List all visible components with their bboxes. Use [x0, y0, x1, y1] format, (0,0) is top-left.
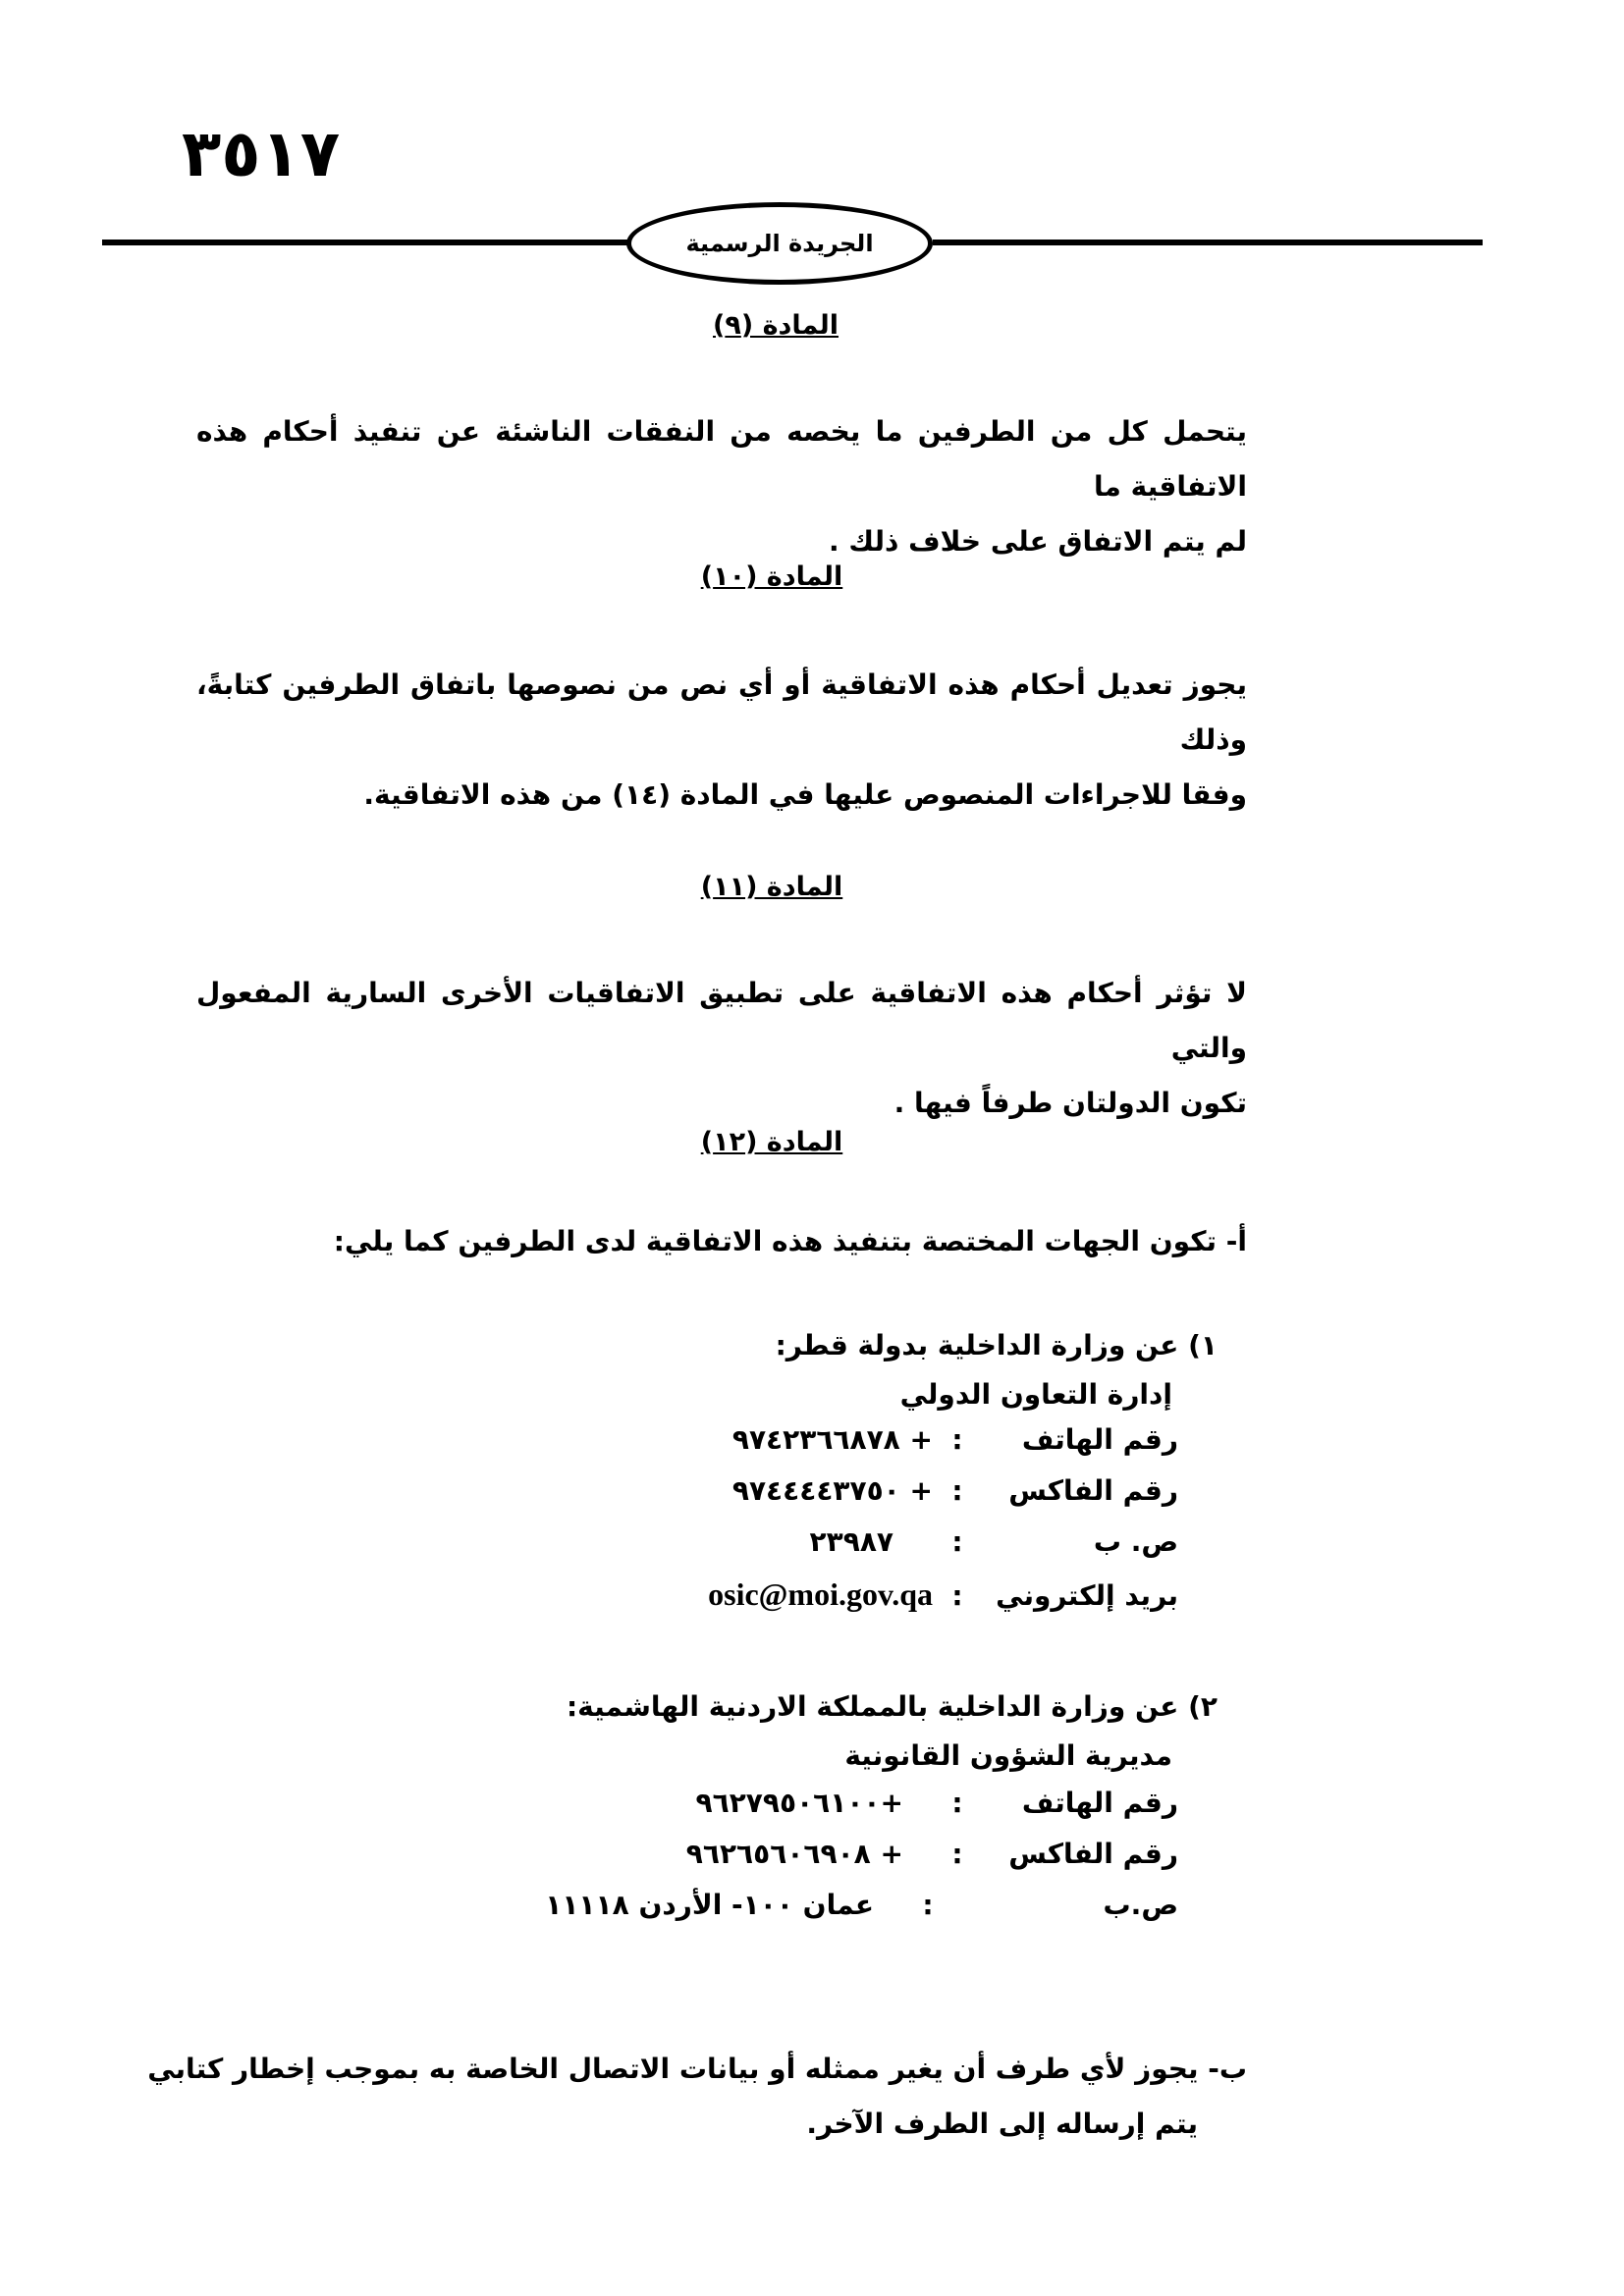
article-10-line-2: وفقا للاجراءات المنصوص عليها في المادة (١٤) من هذه الاتفاقية. [363, 778, 1247, 811]
contact-colon: : [951, 1474, 963, 1507]
article-9-line-1: يتحمل كل من الطرفين ما يخصه من النفقات الناشئة عن تنفيذ أحكام هذه الاتفاقية ما [196, 415, 1247, 503]
contact-value: عمان ١٠٠- الأردن ١١١١٨ [545, 1889, 874, 1921]
contact-colon: : [951, 1579, 963, 1612]
article-11-heading: المادة (١١) [700, 872, 843, 902]
header-rule-right [933, 240, 1483, 245]
contact-colon: : [922, 1889, 934, 1921]
contact-label: رقم الهاتف [1021, 1423, 1178, 1456]
article-9-line-2: لم يتم الاتفاق على خلاف ذلك . [829, 525, 1247, 558]
article-9-body [196, 404, 1247, 569]
contact-label: رقم الهاتف [1021, 1787, 1178, 1819]
party-1-contact-table [708, 1423, 1178, 1628]
party-1-department: إدارة التعاون الدولي [899, 1378, 1172, 1411]
clause-b-line-1: ب- يجوز لأي طرف أن يغير ممثله أو بيانات الاتصال الخاصة به بموجب إخطار كتابي [147, 2053, 1247, 2085]
contact-row [708, 1423, 1178, 1474]
contact-colon: : [951, 1525, 963, 1558]
party-2-title: ٢) عن وزارة الداخلية بالمملكة الاردنية الهاشمية: [566, 1690, 1218, 1723]
gazette-header-oval [626, 202, 933, 285]
contact-label: ص. ب [1093, 1525, 1178, 1558]
contact-row [545, 1838, 1178, 1889]
contact-label: بريد إلكتروني [996, 1579, 1178, 1612]
contact-row [545, 1787, 1178, 1838]
contact-label: رقم الفاكس [1008, 1474, 1178, 1507]
contact-row [708, 1576, 1178, 1628]
clause-b [39, 2042, 1247, 2152]
contact-label: رقم الفاكس [1008, 1838, 1178, 1870]
article-11-line-2: تكون الدولتان طرفاً فيها . [893, 1087, 1247, 1119]
contact-row [708, 1474, 1178, 1525]
article-10-body [196, 658, 1247, 823]
party-1-title: ١) عن وزارة الداخلية بدولة قطر: [775, 1329, 1218, 1362]
article-10-line-1: يجوز تعديل أحكام هذه الاتفاقية أو أي نص من نصوصها باتفاق الطرفين كتابةً، وذلك [196, 668, 1247, 756]
contact-colon: : [951, 1838, 963, 1870]
contact-value: ٩٧٤٢٣٦٦٨٧٨ + [731, 1423, 933, 1456]
article-11-line-1: لا تؤثر أحكام هذه الاتفاقية على تطبيق الاتفاقيات الأخرى السارية المفعول والتي [196, 977, 1247, 1064]
party-2-contact-table [545, 1787, 1178, 1940]
email-value[interactable]: osic@moi.gov.qa [708, 1576, 933, 1612]
contact-value: ٩٦٢٧٩٥٠٦١٠٠+ [695, 1787, 903, 1819]
contact-value: ٩٦٢٦٥٦٠٦٩٠٨ + [685, 1838, 903, 1870]
contact-label: ص.ب [1103, 1889, 1178, 1921]
article-12-heading: المادة (١٢) [700, 1127, 843, 1157]
contact-colon: : [951, 1423, 963, 1456]
gazette-title: الجريدة الرسمية [685, 230, 874, 257]
clause-b-line-2: يتم إرساله إلى الطرف الآخر. [806, 2108, 1198, 2140]
header-rule-left [102, 240, 632, 245]
contact-row [708, 1525, 1178, 1576]
article-12-intro: أ- تكون الجهات المختصة بتنفيذ هذه الاتفاقية لدى الطرفين كما يلي: [333, 1225, 1247, 1257]
contact-value: ٢٣٩٨٧ [809, 1525, 893, 1558]
article-10-heading: المادة (١٠) [700, 561, 843, 592]
article-9-heading: المادة (٩) [713, 310, 839, 341]
contact-colon: : [951, 1787, 963, 1819]
page-number: ٣٥١٧ [182, 116, 341, 191]
contact-row [545, 1889, 1178, 1940]
party-2-department: مديرية الشؤون القانونية [844, 1739, 1172, 1772]
contact-value: ٩٧٤٤٤٤٣٧٥٠ + [731, 1474, 933, 1507]
article-11-body [196, 966, 1247, 1131]
